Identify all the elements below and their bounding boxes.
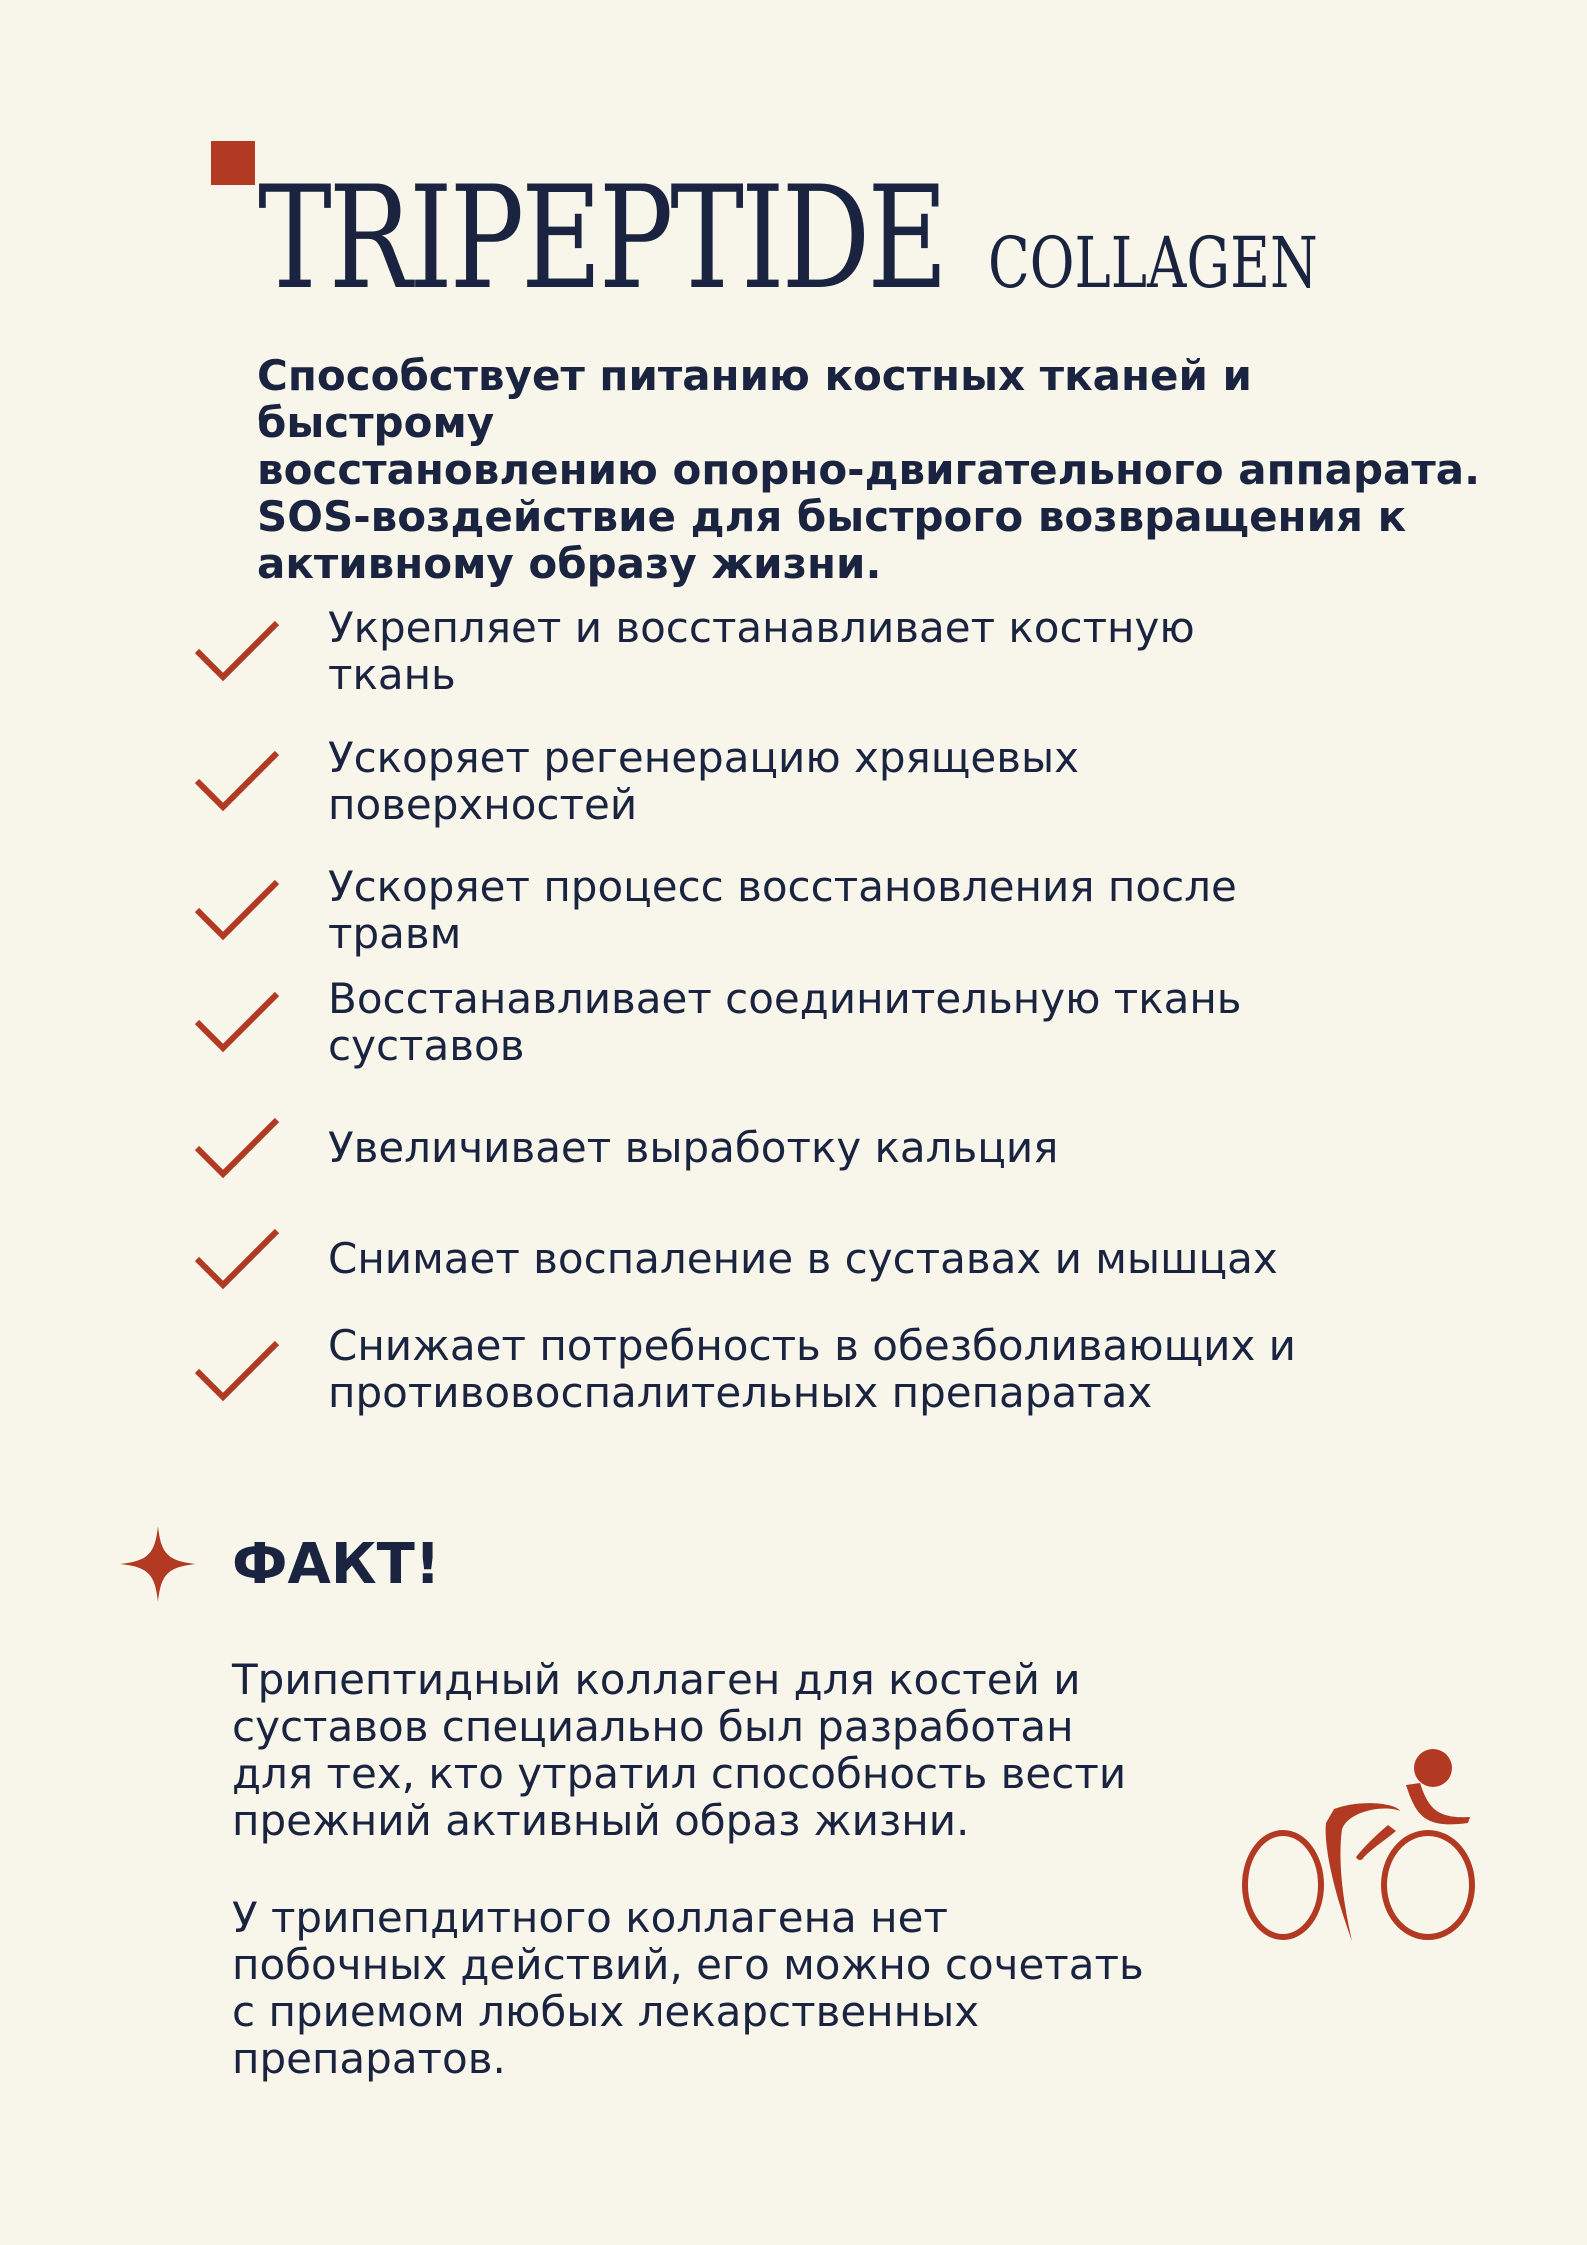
intro-text: Способствует питанию костных тканей и быстрому восстановлению опорно-двигательного аппарата. SOS-воздействие для быстрого возвращения к активному образу жизни. (257, 351, 1481, 588)
check-icon (193, 617, 283, 687)
benefit-item: Восстанавливает соединительную ткань суставов (328, 974, 1242, 1070)
benefit-item: Ускоряет процесс восстановления после травм (328, 862, 1237, 958)
cyclist-icon (1238, 1745, 1488, 1945)
benefit-item: Снимает воспаление в суставах и мышцах (328, 1234, 1278, 1283)
fact-title: ФАКТ! (232, 1532, 441, 1597)
check-icon (193, 747, 283, 817)
accent-square (211, 141, 255, 185)
benefit-item: Увеличивает выработку кальция (328, 1123, 1059, 1172)
fact-paragraph: Трипептидный коллаген для костей и суставов специально был разработан для тех, кто утратил способность вести прежний активный образ жизни. (232, 1655, 1127, 1845)
check-icon (193, 988, 283, 1058)
check-icon (193, 1225, 283, 1295)
check-icon (193, 876, 283, 946)
benefit-item: Ускоряет регенерацию хрящевых поверхностей (328, 733, 1079, 829)
fact-paragraph: У трипепдитного коллагена нет побочных действий, его можно сочетать с приемом любых лекарственных препаратов. (232, 1893, 1144, 2083)
check-icon (193, 1337, 283, 1407)
benefit-item: Снижает потребность в обезболивающих и противовоспалительных препаратах (328, 1321, 1296, 1417)
title-sub: COLLAGEN (988, 222, 1318, 304)
check-icon (193, 1114, 283, 1184)
title-main: TRIPEPTIDE (258, 156, 946, 321)
page-title (258, 156, 1411, 321)
benefit-item: Укрепляет и восстанавливает костную ткань (328, 603, 1195, 699)
sparkle-icon (120, 1526, 196, 1602)
